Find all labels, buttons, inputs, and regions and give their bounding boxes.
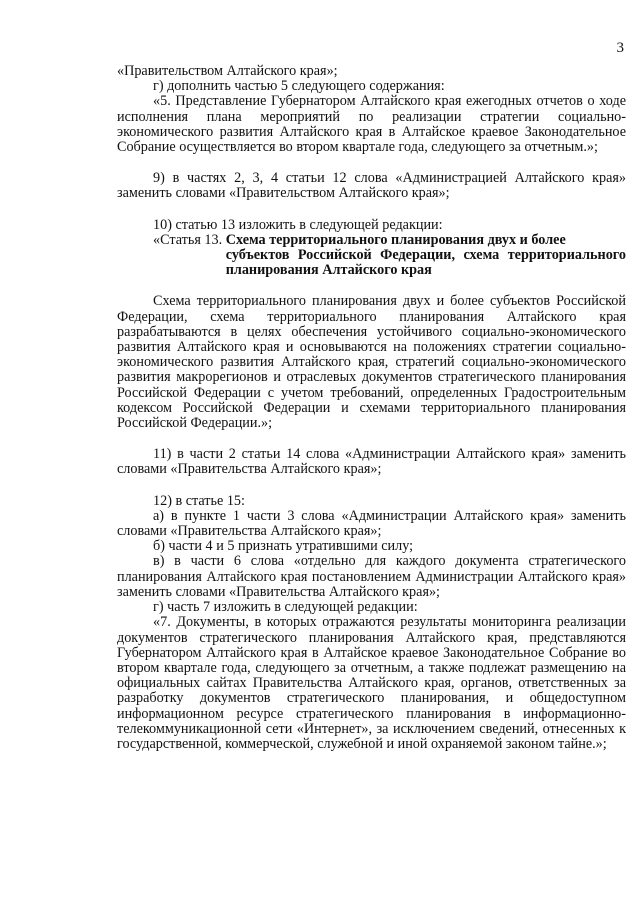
article-13-label: «Статья 13. bbox=[153, 231, 226, 248]
article-13-title-line1: Схема территориального планирования двух и более bbox=[225, 231, 566, 248]
paragraph-item-12: 12) в статье 15: bbox=[153, 492, 245, 509]
paragraph-item-9: 9) в частях 2, 3, 4 статьи 12 слова «Администрацией Алтайского края» заменить словами «Правительством Алтайского края»; bbox=[117, 170, 626, 202]
paragraph-item-12v: в) в части 6 слова «отдельно для каждого документа стратегического планирования Алтайского края постановлением Администрации Алтайского края» заменить словами «Правительства Алтайского края»; bbox=[117, 553, 626, 600]
paragraph-item-12g: г) часть 7 изложить в следующей редакции: bbox=[153, 599, 418, 616]
article-13-title bbox=[226, 233, 626, 279]
document-body bbox=[117, 64, 626, 752]
paragraph-item-12b: б) части 4 и 5 признать утратившими силу; bbox=[153, 538, 414, 555]
paragraph-article-13-text: Схема территориального планирования двух и более субъектов Российской Федерации, схема территориального планирования Алтайского края разрабатываются в целях обеспечения устойчивого социально-экономического развития Алтайского края и основываются на положениях стратегии социально-экономического развития Алтайского края, стратегий социально-экономического развития макрорегионов и отраслевых документов стратегического планирования Российской Федерации с учетом требований, определенных Градостроительным кодексом Российской Федерации и схемами территориального планирования Российской Федерации.»; bbox=[117, 293, 626, 432]
paragraph-item-g: г) дополнить частью 5 следующего содержания: bbox=[153, 78, 445, 95]
paragraph-item-11: 11) в части 2 статьи 14 слова «Администрации Алтайского края» заменить словами «Правительства Алтайского края»; bbox=[117, 446, 626, 478]
paragraph-item-10: 10) статью 13 изложить в следующей редакции: bbox=[153, 216, 443, 233]
article-13-title-rest: субъектов Российской Федерации, схема территориального планирования Алтайского края bbox=[225, 247, 626, 279]
paragraph-item-12a: а) в пункте 1 части 3 слова «Администрации Алтайского края» заменить словами «Правительства Алтайского края»; bbox=[117, 507, 626, 540]
paragraph-continuation: «Правительством Алтайского края»; bbox=[117, 63, 338, 79]
paragraph-part-5: «5. Представление Губернатором Алтайского края ежегодных отчетов о ходе исполнения плана мероприятий по реализации стратегии социально-экономического развития Алтайского края в Алтайское краевое Законодательное Собрание осуществляется во втором квартале года, следующего за отчетным.»; bbox=[117, 93, 626, 156]
page-number: 3 bbox=[616, 40, 624, 56]
paragraph-part-7: «7. Документы, в которых отражаются результаты мониторинга реализации документов стратегического планирования Алтайского края, представляются Губернатором Алтайского края в Алтайское краевое Законодательное Собрание во втором квартале года, следующего за отчетным, а также подлежат размещению на официальных сайтах Правительства Алтайского края, органов, ответственных за разработку документов стратегического планирования, и общедоступном информационном ресурсе стратегического планирования в информационно-телекоммуникационной сети «Интернет», за исключением сведений, отнесенных к государственной, коммерческой, служебной и иной охраняемой законом тайне.»; bbox=[117, 614, 626, 752]
article-13-heading bbox=[117, 233, 626, 279]
